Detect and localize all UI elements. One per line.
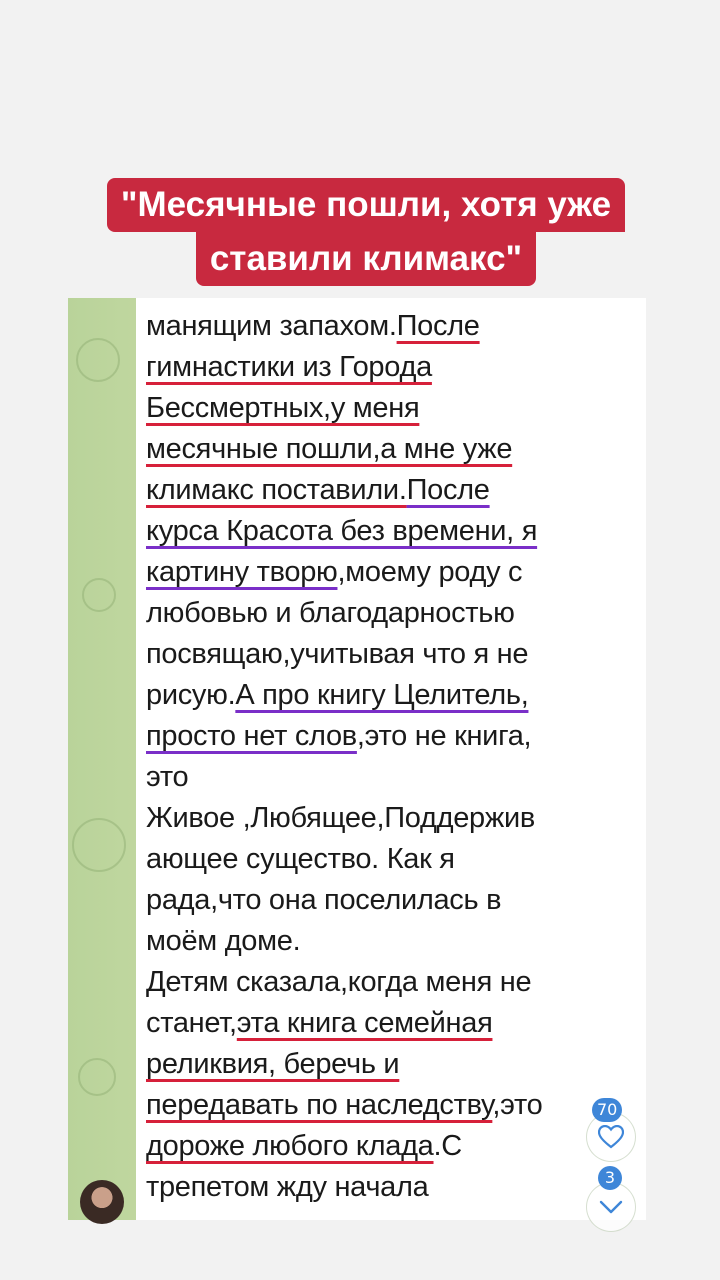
message-line: Детям сказала,когда меня не [146,966,532,998]
unread-count-badge: 3 [598,1166,622,1190]
message-line: Бессмертных,у меня [146,392,420,424]
message-line: станет,эта книга семейная [146,1007,493,1039]
message-line: рисую.А про книгу Целитель, [146,679,529,711]
heart-icon [598,1125,624,1149]
message-line: Живое ,Любящее,Поддержив [146,802,535,834]
message-line: ающее существо. Как я [146,843,455,875]
message-line: рада,что она поселилась в [146,884,502,916]
message-line: реликвия, беречь и [146,1048,400,1080]
message-line: климакс поставили.После [146,474,490,506]
message-text [146,306,586,1208]
message-line: это [146,761,189,793]
sender-avatar[interactable] [80,1180,124,1224]
title-line-2: ставили климакс" [196,232,536,286]
message-line: манящим запахом.После [146,310,480,342]
message-line: дороже любого клада.С [146,1130,462,1162]
story-title [92,178,640,286]
message-line: моём доме. [146,925,301,957]
message-line: курса Красота без времени, я [146,515,538,547]
message-line: посвящаю,учитывая что я не [146,638,529,670]
message-line: гимнастики из Города [146,351,432,383]
title-line-1: "Месячные пошли, хотя уже [107,178,625,232]
message-line: трепетом жду начала [146,1171,429,1203]
message-line: месячные пошли,а мне уже [146,433,513,465]
message-line: картину творю,моему роду с [146,556,523,588]
likes-count-badge: 70 [592,1098,622,1122]
message-line: передавать по наследству,это [146,1089,543,1121]
message-line: любовью и благодарностью [146,597,515,629]
chevron-down-icon [599,1199,623,1215]
message-line: просто нет слов,это не книга, [146,720,532,752]
chat-screenshot [68,298,646,1220]
